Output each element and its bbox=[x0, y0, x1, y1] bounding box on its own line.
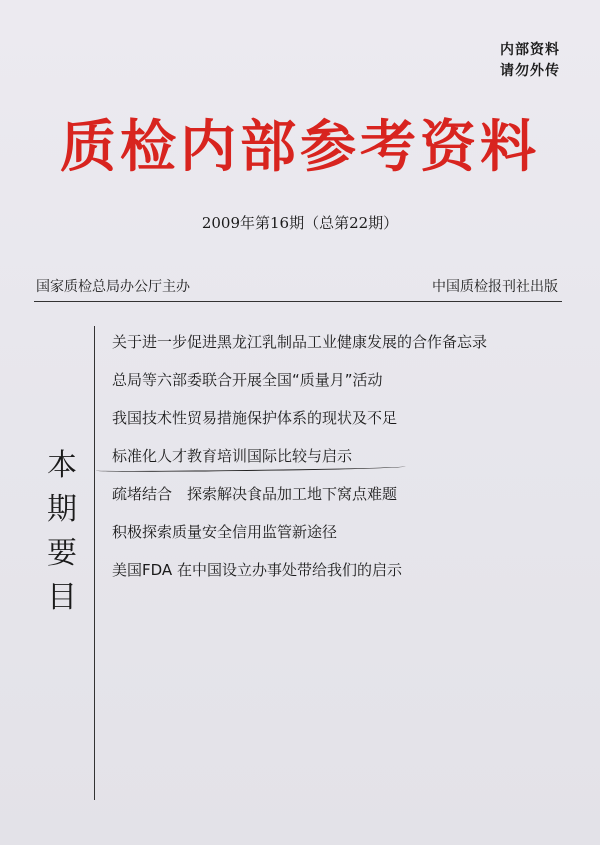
side-label-char: 要 bbox=[47, 536, 77, 571]
side-label-char: 期 bbox=[47, 492, 77, 527]
header-divider bbox=[34, 301, 562, 302]
contents-item: 我国技术性贸易措施保护体系的现状及不足 bbox=[112, 409, 398, 427]
notice-line-internal: 内部资料 bbox=[500, 42, 560, 58]
publication-title: 质检内部参考资料 bbox=[60, 114, 540, 180]
contents-item: 标准化人才教育培训国际比较与启示 bbox=[112, 447, 353, 465]
side-label-char: 本 bbox=[47, 448, 77, 483]
notice-line-no-distribution: 请勿外传 bbox=[500, 63, 560, 79]
issue-number: 2009年第16期（总第22期） bbox=[201, 214, 399, 232]
publisher-label: 中国质检报刊社出版 bbox=[432, 279, 558, 295]
side-label-char: 目 bbox=[47, 580, 77, 615]
contents-item: 积极探索质量安全信用监管新途径 bbox=[112, 523, 338, 541]
contents-item: 疏堵结合 探索解决食品加工地下窝点难题 bbox=[112, 485, 398, 503]
contents-item: 美国FDA 在中国设立办事处带给我们的启示 bbox=[112, 561, 402, 579]
contents-side-label bbox=[38, 444, 86, 620]
internal-notice bbox=[500, 40, 560, 82]
contents-list bbox=[112, 323, 487, 589]
contents-item: 总局等六部委联合开展全国“质量月”活动 bbox=[112, 371, 383, 389]
sponsor-label: 国家质检总局办公厅主办 bbox=[36, 279, 190, 295]
contents-vertical-divider bbox=[94, 326, 95, 800]
contents-item: 关于进一步促进黑龙江乳制品工业健康发展的合作备忘录 bbox=[112, 333, 488, 351]
